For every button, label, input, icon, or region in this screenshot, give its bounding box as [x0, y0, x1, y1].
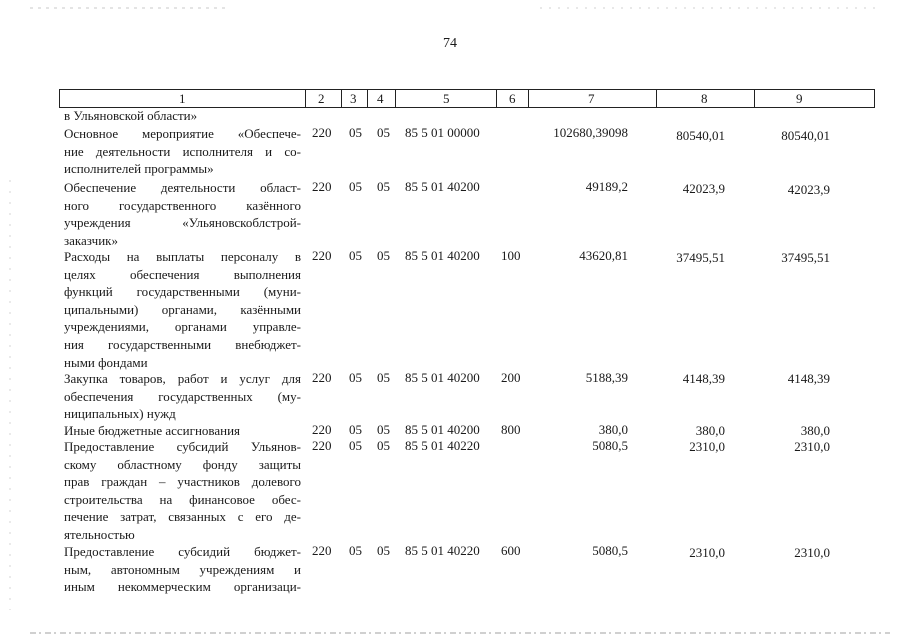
cell-col-4: 05 [377, 422, 390, 437]
cell-col-8: 2310,0 [689, 545, 725, 560]
row-description [64, 107, 301, 125]
description-line: ного государственного казённого [64, 197, 301, 213]
header-divider [528, 90, 529, 107]
description-line: учреждениями, органами управле- [64, 319, 301, 335]
description-line: ние деятельности исполнителя и со- [64, 143, 301, 159]
header-col-3: 3 [350, 91, 357, 106]
cell-col-7: 5188,39 [585, 370, 628, 385]
cell-col-4: 05 [377, 543, 390, 558]
cell-col-3: 05 [349, 438, 362, 453]
description-line: заказчик» [64, 232, 118, 248]
cell-col-9: 4148,39 [787, 371, 830, 386]
row-description [64, 179, 301, 249]
cell-col-2: 220 [312, 248, 332, 263]
row-description [64, 248, 301, 371]
header-divider [656, 90, 657, 107]
cell-col-2: 220 [312, 370, 332, 385]
cell-col-9: 42023,9 [787, 182, 830, 197]
scan-edge-left [8, 180, 12, 610]
description-line: иным некоммерческим организаци- [64, 579, 301, 595]
row-description [64, 422, 301, 440]
cell-col-9: 380,0 [800, 423, 830, 438]
description-line: в Ульяновской области» [64, 108, 198, 123]
cell-col-4: 05 [377, 248, 390, 263]
cell-col-9: 2310,0 [794, 545, 830, 560]
cell-col-3: 05 [349, 422, 362, 437]
header-col-1: 1 [179, 91, 186, 106]
scan-edge-bottom [0, 628, 905, 638]
cell-col-7: 49189,2 [585, 179, 628, 194]
cell-col-7: 380,0 [598, 422, 628, 437]
cell-col-8: 80540,01 [676, 128, 725, 143]
header-divider [496, 90, 497, 107]
cell-col-4: 05 [377, 179, 390, 194]
cell-col-2: 220 [312, 125, 332, 140]
cell-col-5: 85 5 01 40220 [405, 438, 480, 453]
cell-col-7: 43620,81 [579, 248, 628, 263]
description-line: учреждения «Ульяновскоблстрой- [64, 215, 301, 231]
table-header-row [59, 89, 875, 108]
description-line: ниципальных) нужд [64, 406, 176, 422]
header-col-2: 2 [318, 91, 325, 106]
header-divider [305, 90, 306, 107]
description-line: целях обеспечения выполнения [64, 266, 301, 282]
row-description [64, 370, 301, 423]
description-line: Расходы на выплаты персоналу в [64, 249, 301, 264]
page-number: 74 [443, 36, 457, 51]
header-col-6: 6 [509, 91, 516, 106]
cell-col-7: 102680,39098 [553, 125, 628, 140]
cell-col-7: 5080,5 [592, 438, 628, 453]
description-line: ципальными) органами, казёнными [64, 301, 301, 317]
header-col-5: 5 [443, 91, 450, 106]
description-line: ными фондами [64, 354, 148, 370]
cell-col-2: 220 [312, 543, 332, 558]
cell-col-5: 85 5 01 40200 [405, 370, 480, 385]
row-description [64, 438, 301, 544]
header-col-4: 4 [377, 91, 384, 106]
row-description [64, 125, 301, 178]
cell-col-3: 05 [349, 179, 362, 194]
description-line: печение затрат, связанных с его де- [64, 509, 301, 525]
cell-col-8: 380,0 [695, 423, 725, 438]
cell-col-8: 42023,9 [682, 181, 725, 196]
description-line: ния государственными внебюджет- [64, 336, 301, 352]
cell-col-5: 85 5 01 40200 [405, 422, 480, 437]
header-col-9: 9 [796, 91, 803, 106]
header-divider [395, 90, 396, 107]
description-line: Основное мероприятие «Обеспече- [64, 126, 301, 141]
cell-col-3: 05 [349, 125, 362, 140]
cell-col-3: 05 [349, 543, 362, 558]
header-divider [754, 90, 755, 107]
cell-col-6: 600 [501, 543, 521, 558]
cell-col-3: 05 [349, 370, 362, 385]
cell-col-5: 85 5 01 40200 [405, 179, 480, 194]
header-divider [367, 90, 368, 107]
cell-col-6: 800 [501, 422, 521, 437]
cell-col-5: 85 5 01 40220 [405, 543, 480, 558]
header-col-8: 8 [701, 91, 708, 106]
cell-col-2: 220 [312, 179, 332, 194]
cell-col-7: 5080,5 [592, 543, 628, 558]
cell-col-4: 05 [377, 438, 390, 453]
description-line: исполнителей программы» [64, 161, 214, 177]
description-line: обеспечения государственных (му- [64, 388, 301, 404]
cell-col-5: 85 5 01 40200 [405, 248, 480, 263]
cell-col-9: 37495,51 [781, 250, 830, 265]
cell-col-2: 220 [312, 422, 332, 437]
header-divider [341, 90, 342, 107]
cell-col-3: 05 [349, 248, 362, 263]
cell-col-6: 200 [501, 370, 521, 385]
description-line: функций государственными (муни- [64, 284, 301, 300]
description-line: строительства на финансовое обес- [64, 491, 301, 507]
description-line: Обеспечение деятельности област- [64, 180, 301, 195]
cell-col-5: 85 5 01 00000 [405, 125, 480, 140]
description-line: Иные бюджетные ассигнования [64, 423, 241, 438]
description-line: Предоставление субсидий бюджет- [64, 544, 301, 559]
row-description [64, 543, 301, 596]
cell-col-9: 80540,01 [781, 128, 830, 143]
cell-col-4: 05 [377, 125, 390, 140]
cell-col-9: 2310,0 [794, 439, 830, 454]
cell-col-4: 05 [377, 370, 390, 385]
cell-col-8: 4148,39 [682, 371, 725, 386]
scan-edge-top [0, 4, 905, 12]
description-line: ным, автономным учреждениям и [64, 561, 301, 577]
description-line: Закупка товаров, работ и услуг для [64, 371, 301, 386]
header-col-7: 7 [588, 91, 595, 106]
cell-col-6: 100 [501, 248, 521, 263]
cell-col-8: 2310,0 [689, 439, 725, 454]
description-line: прав граждан – участников долевого [64, 474, 301, 490]
cell-col-2: 220 [312, 438, 332, 453]
description-line: скому областному фонду защиты [64, 456, 301, 472]
description-line: Предоставление субсидий Ульянов- [64, 439, 301, 454]
cell-col-8: 37495,51 [676, 250, 725, 265]
description-line: ятельностью [64, 526, 135, 542]
